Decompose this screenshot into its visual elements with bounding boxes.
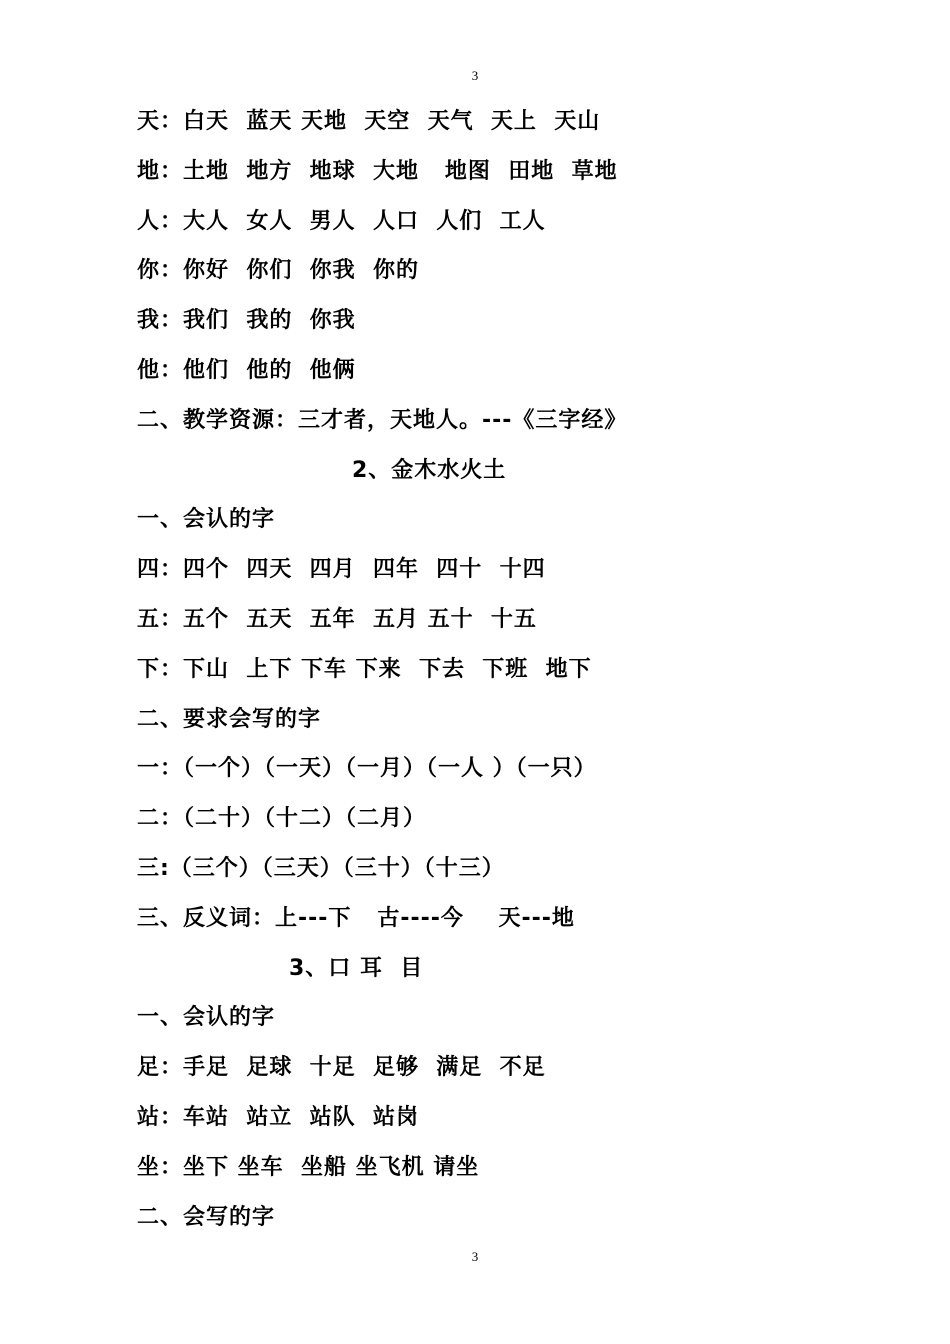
text-line: 我：我们 我的 你我 xyxy=(137,308,356,334)
text-line: 三:（三个）（三天）（三十）（十三） xyxy=(137,855,505,881)
text-line: 一、会认的字 xyxy=(137,507,276,533)
text-line: 二、会写的字 xyxy=(137,1204,276,1230)
text-line: 二、教学资源：三才者，天地人。---《三字经》 xyxy=(137,407,628,433)
text-line: 足：手足 足球 十足 足够 满足 不足 xyxy=(137,1055,546,1081)
text-line: 二、要求会写的字 xyxy=(137,706,322,732)
text-line: 下：下山 上下 下车 下来 下去 下班 地下 xyxy=(137,656,592,682)
text-line: 他：他们 他的 他俩 xyxy=(137,357,356,383)
text-line: 人：大人 女人 男人 人口 人们 工人 xyxy=(137,208,546,234)
text-line: 二：（二十）（十二）（二月） xyxy=(137,806,427,832)
document-body xyxy=(137,104,897,1249)
text-line: 一、会认的字 xyxy=(137,1005,276,1031)
text-line: 四：四个 四天 四月 四年 四十 十四 xyxy=(137,557,546,583)
section-title: 2、金木水火土 xyxy=(352,457,507,483)
text-line: 一：（一个）（一天）（一月）（一人 ）（一只） xyxy=(137,756,597,782)
text-line: 五：五个 五天 五年 五月 五十 十五 xyxy=(137,606,537,632)
text-line: 坐：坐下 坐车 坐船 坐飞机 请坐 xyxy=(137,1154,480,1180)
text-line: 地：土地 地方 地球 大地 地图 田地 草地 xyxy=(137,158,618,184)
text-line: 你：你好 你们 你我 你的 xyxy=(137,258,419,284)
page-number-bottom: 3 xyxy=(471,1249,479,1264)
text-line: 天：白天 蓝天 天地 天空 天气 天上 天山 xyxy=(137,109,601,134)
page-number-top: 3 xyxy=(471,68,479,83)
text-line: 三、反义词：上---下 古----今 天---地 xyxy=(137,905,575,931)
text-line: 站：车站 站立 站队 站岗 xyxy=(137,1104,419,1130)
section-title: 3、口 耳 目 xyxy=(289,955,424,981)
